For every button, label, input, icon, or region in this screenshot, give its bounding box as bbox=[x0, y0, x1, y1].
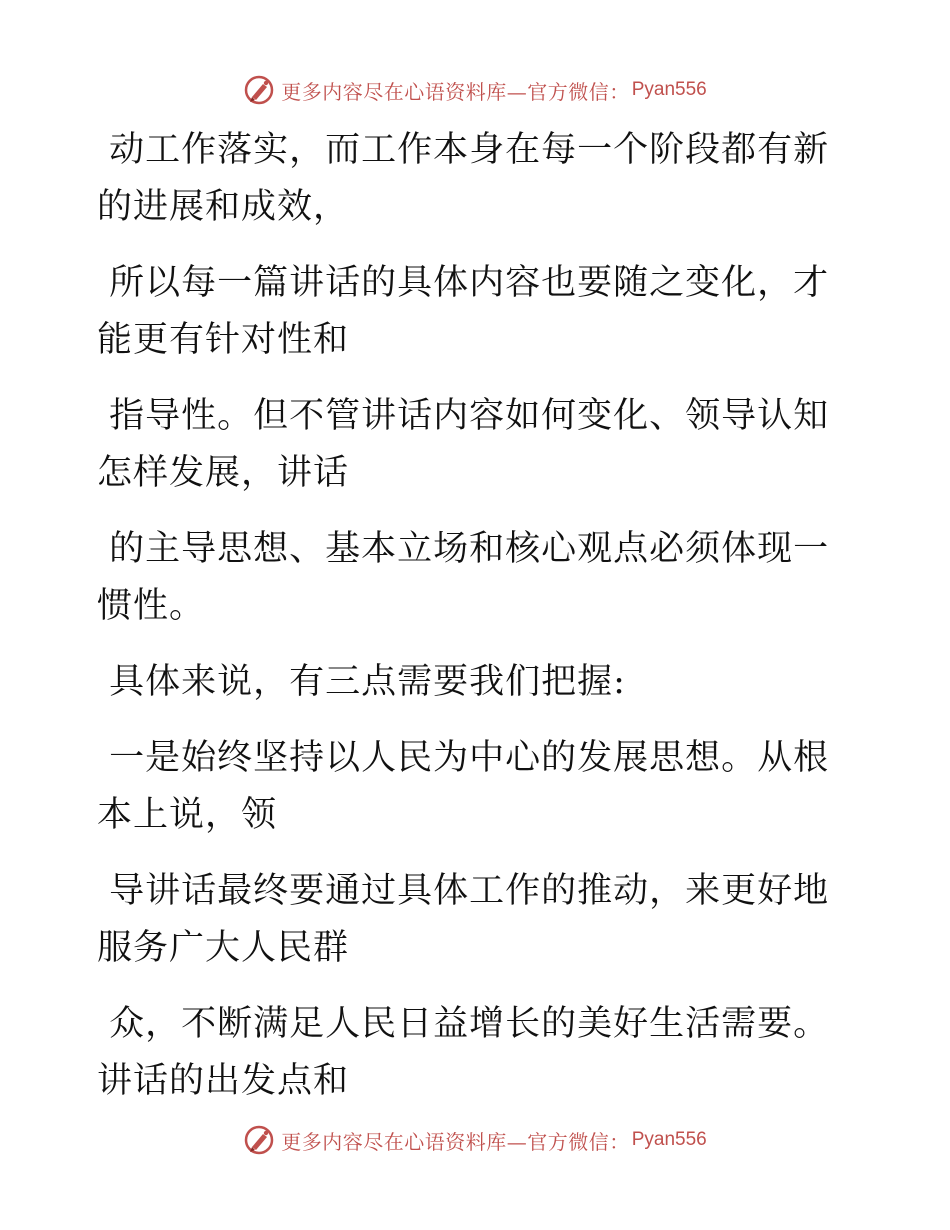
header-text: 更多内容尽在心语资料库—官方微信： bbox=[281, 79, 630, 104]
paragraph: 的主导思想、基本立场和核心观点必须体现一惯性。 bbox=[97, 529, 830, 626]
page-header-banner bbox=[0, 70, 950, 110]
pen-logo-icon bbox=[243, 1124, 275, 1156]
page-footer-banner bbox=[0, 1120, 950, 1160]
document-body bbox=[97, 122, 832, 1129]
paragraph: 导讲话最终要通过具体工作的推动，来更好地服务广大人民群 bbox=[97, 871, 830, 968]
pen-logo-icon bbox=[243, 74, 275, 106]
paragraph: 动工作落实，而工作本身在每一个阶段都有新的进展和成效， bbox=[97, 130, 830, 227]
paragraph: 所以每一篇讲话的具体内容也要随之变化，才能更有针对性和 bbox=[97, 263, 830, 360]
paragraph: 指导性。但不管讲话内容如何变化、领导认知怎样发展，讲话 bbox=[97, 396, 830, 493]
footer-text: 更多内容尽在心语资料库—官方微信： bbox=[281, 1129, 630, 1154]
paragraph: 具体来说，有三点需要我们把握: bbox=[97, 662, 626, 702]
paragraph: 众，不断满足人民日益增长的美好生活需要。讲话的出发点和 bbox=[97, 1004, 830, 1101]
header-wechat-id: Pyan556 bbox=[631, 79, 707, 100]
footer-wechat-id: Pyan556 bbox=[631, 1129, 707, 1150]
paragraph: 一是始终坚持以人民为中心的发展思想。从根本上说，领 bbox=[97, 738, 830, 835]
